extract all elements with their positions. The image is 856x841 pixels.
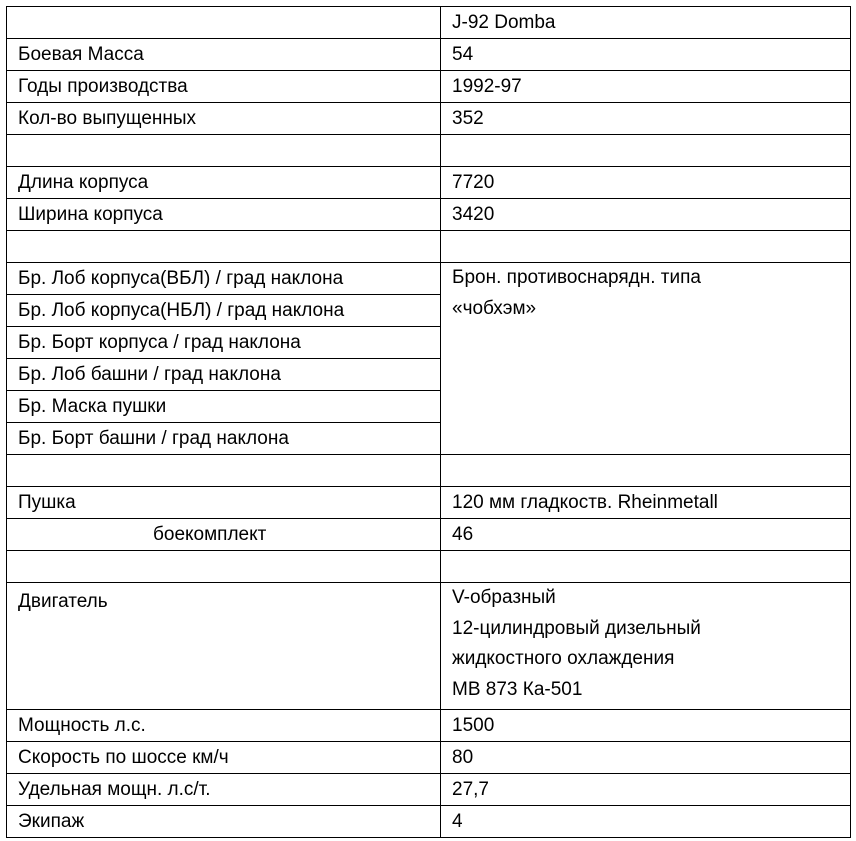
armor-label: Бр. Маска пушки xyxy=(7,391,441,423)
row-value: 1500 xyxy=(441,710,851,742)
spacer-cell xyxy=(7,231,441,263)
table-row xyxy=(7,806,851,838)
header-label-cell xyxy=(7,7,441,39)
row-value: 27,7 xyxy=(441,774,851,806)
spacer-row xyxy=(7,455,851,487)
row-label: Скорость по шоссе км/ч xyxy=(7,742,441,774)
table-row xyxy=(7,199,851,231)
header-row xyxy=(7,7,851,39)
engine-value-line: жидкостного охлаждения xyxy=(452,648,675,669)
row-value: 352 xyxy=(441,103,851,135)
row-label: Удельная мощн. л.с/т. xyxy=(7,774,441,806)
armor-label: Бр. Лоб корпуса(НБЛ) / град наклона xyxy=(7,295,441,327)
row-label: Ширина корпуса xyxy=(7,199,441,231)
armor-row xyxy=(7,263,851,295)
table-row xyxy=(7,71,851,103)
spacer-cell xyxy=(441,231,851,263)
spacer-row xyxy=(7,551,851,583)
table-row xyxy=(7,103,851,135)
row-value: 1992-97 xyxy=(441,71,851,103)
armor-label: Бр. Лоб башни / град наклона xyxy=(7,359,441,391)
table-row xyxy=(7,742,851,774)
row-value: 54 xyxy=(441,39,851,71)
spec-table xyxy=(6,6,851,838)
spacer-cell xyxy=(7,135,441,167)
row-label: Длина корпуса xyxy=(7,167,441,199)
row-label: Экипаж xyxy=(7,806,441,838)
gun-label: Пушка xyxy=(7,487,441,519)
engine-value-cell xyxy=(441,583,851,710)
row-value: 4 xyxy=(441,806,851,838)
armor-value-line: Брон. противоснарядн. типа xyxy=(452,267,701,288)
table-row xyxy=(7,39,851,71)
header-value-cell: J-92 Domba xyxy=(441,7,851,39)
engine-row xyxy=(7,583,851,710)
table-row xyxy=(7,167,851,199)
ammo-label: боекомплект xyxy=(7,519,441,551)
gun-value: 120 мм гладкоств. Rheinmetall xyxy=(441,487,851,519)
engine-value-line: 12-цилиндровый дизельный xyxy=(452,617,701,639)
table-row xyxy=(7,487,851,519)
row-label: Годы производства xyxy=(7,71,441,103)
spacer-cell xyxy=(441,135,851,167)
spacer-cell xyxy=(441,455,851,487)
engine-value-line: MB 873 Ка-501 xyxy=(452,678,583,700)
armor-value-cell xyxy=(441,263,851,455)
row-label: Мощность л.с. xyxy=(7,710,441,742)
row-label: Боевая Масса xyxy=(7,39,441,71)
ammo-value: 46 xyxy=(441,519,851,551)
armor-label: Бр. Борт корпуса / град наклона xyxy=(7,327,441,359)
row-value: 80 xyxy=(441,742,851,774)
engine-value-line: V-образный xyxy=(452,587,556,608)
armor-label: Бр. Лоб корпуса(ВБЛ) / град наклона xyxy=(7,263,441,295)
spacer-cell xyxy=(441,551,851,583)
engine-label: Двигатель xyxy=(7,583,441,710)
row-label: Кол-во выпущенных xyxy=(7,103,441,135)
spacer-row xyxy=(7,135,851,167)
table-row xyxy=(7,774,851,806)
armor-value-line: «чобхэм» xyxy=(452,297,537,319)
spacer-cell xyxy=(7,551,441,583)
armor-label: Бр. Борт башни / град наклона xyxy=(7,423,441,455)
row-value: 7720 xyxy=(441,167,851,199)
spacer-row xyxy=(7,231,851,263)
spacer-cell xyxy=(7,455,441,487)
table-row xyxy=(7,710,851,742)
table-row xyxy=(7,519,851,551)
row-value: 3420 xyxy=(441,199,851,231)
